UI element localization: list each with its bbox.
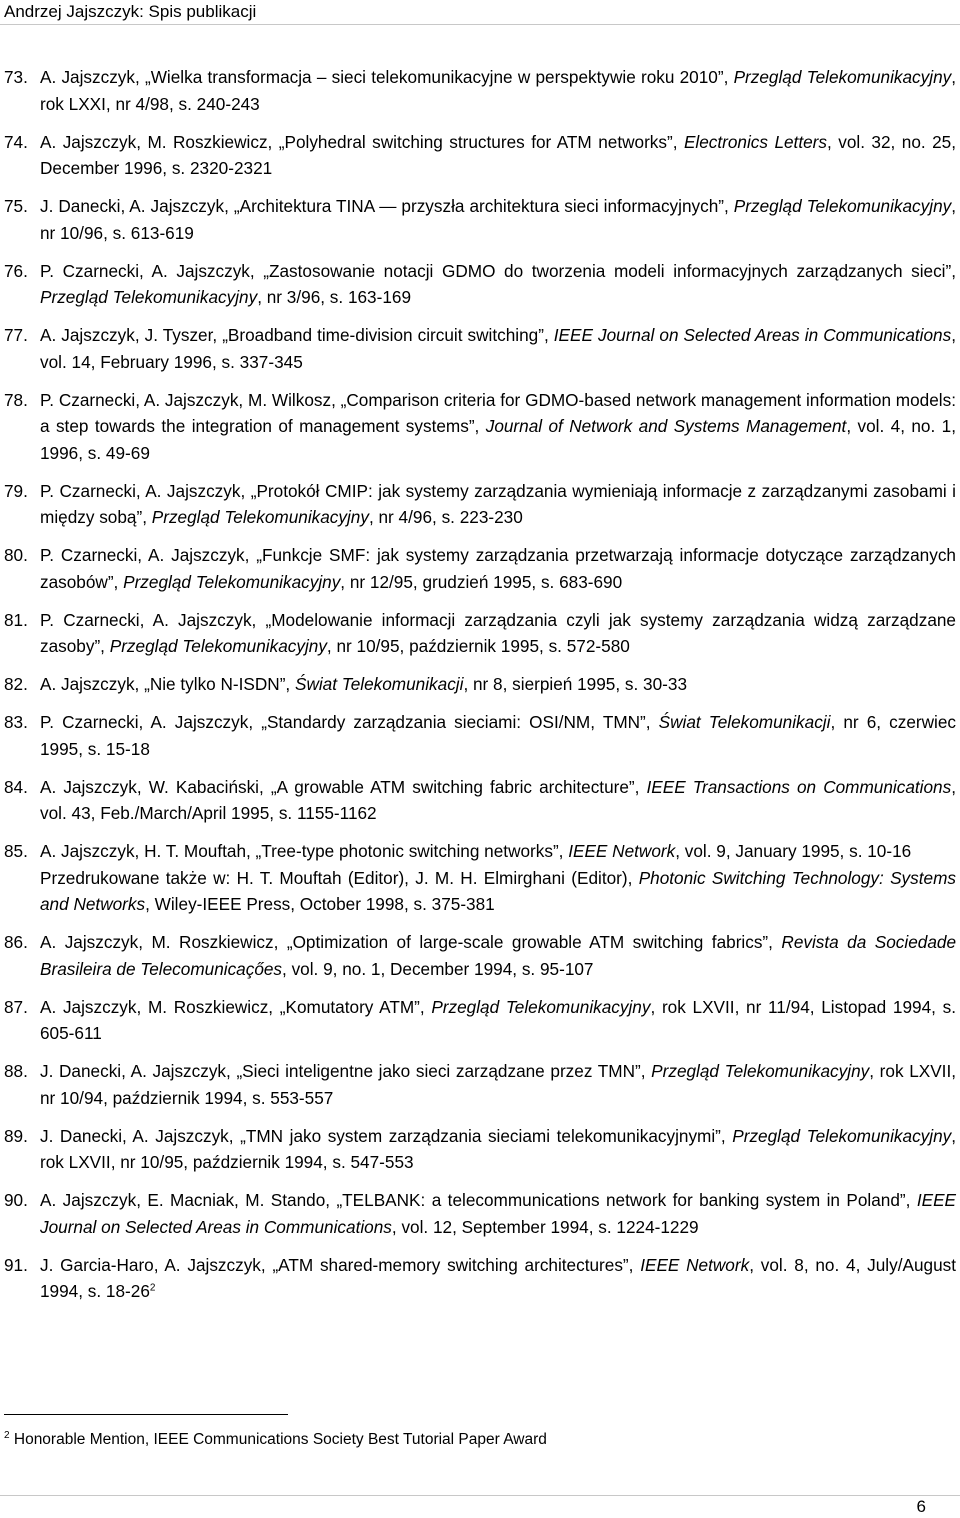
entry-text: , vol. 9, no. 1, December 1994, s. 95-107 bbox=[282, 958, 594, 979]
page-header bbox=[0, 0, 960, 25]
entry-text: J. Danecki, A. Jajszczyk, „Architektura TINA — przyszła architektura sieci informacyjnych”, bbox=[40, 196, 734, 216]
publication-entry bbox=[0, 929, 960, 982]
entry-text: A. Jajszczyk, W. Kabaciński, „A growable ATM switching fabric architecture”, bbox=[40, 776, 647, 797]
publication-entry bbox=[0, 1123, 960, 1176]
footnote-text: Honorable Mention, IEEE Communications Society Best Tutorial Paper Award bbox=[13, 1431, 547, 1448]
entry-text: , rok LXVII, nr 10/95, październik 1994, s. 547-553 bbox=[40, 1125, 957, 1172]
entry-number: 74. bbox=[4, 131, 28, 152]
journal-title: Revista da Sociedade Brasileira de Telecomunicaçőes bbox=[40, 932, 957, 979]
entry-text: , nr 10/96, s. 613-619 bbox=[40, 196, 956, 243]
entry-text: Przedrukowane także w: H. T. Mouftah (Editor), J. M. H. Elmirghani (Editor), bbox=[40, 867, 639, 888]
entry-text: , vol. 4, no. 1, 1996, s. 49-69 bbox=[40, 416, 956, 463]
publication-entry bbox=[0, 258, 960, 311]
page-header-title: Andrzej Jajszczyk: Spis publikacji bbox=[4, 2, 257, 21]
entry-number: 76. bbox=[4, 260, 28, 281]
entry-text: P. Czarnecki, A. Jajszczyk, „Funkcje SMF: jak systemy zarządzania przetwarzają informacje dotyczące zarządzanych zasobów”, bbox=[40, 545, 956, 592]
entry-text: P. Czarnecki, A. Jajszczyk, „Protokół CMIP: jak systemy zarządzania wymieniają informacje z zarządzanymi zasobami i między sobą”, bbox=[40, 480, 956, 527]
entry-text: , vol. 12, September 1994, s. 1224-1229 bbox=[391, 1216, 699, 1237]
entry-text: , Wiley-IEEE Press, October 1998, s. 375-381 bbox=[145, 894, 495, 914]
entry-text: A. Jajszczyk, „Wielka transformacja – sieci telekomunikacyjne w perspektywie roku 2010”, bbox=[40, 67, 734, 87]
entry-text: A. Jajszczyk, E. Macniak, M. Stando, „TELBANK: a telecommunications network for banking system in Poland”, bbox=[40, 1190, 917, 1210]
publication-entry bbox=[0, 322, 960, 375]
entry-text: , vol. 8, no. 4, July/August 1994, s. 18-26 bbox=[40, 1254, 956, 1301]
entry-text: , nr 6, czerwiec 1995, s. 15-18 bbox=[40, 712, 956, 759]
publication-entry bbox=[0, 1187, 960, 1240]
entry-text: A. Jajszczyk, M. Roszkiewicz, „Polyhedral switching structures for ATM networks”, bbox=[40, 131, 684, 152]
publication-entry bbox=[0, 994, 960, 1047]
entry-text: , rok LXVII, nr 11/94, Listopad 1994, s. 605-611 bbox=[40, 996, 957, 1043]
entry-number: 91. bbox=[4, 1254, 28, 1275]
entry-text: , nr 10/95, październik 1995, s. 572-580 bbox=[326, 636, 630, 656]
footnote-reference: 2 bbox=[149, 1282, 156, 1294]
publication-entry bbox=[0, 607, 960, 660]
publication-entry bbox=[0, 193, 960, 246]
journal-title: Przegląd Telekomunikacyjny bbox=[732, 1125, 952, 1146]
journal-title: Świat Telekomunikacji bbox=[294, 674, 464, 694]
entry-number: 84. bbox=[4, 776, 28, 797]
entry-number: 88. bbox=[4, 1061, 28, 1081]
entry-number: 86. bbox=[4, 932, 28, 952]
publication-entry bbox=[0, 709, 960, 762]
publication-entry bbox=[0, 1252, 960, 1305]
journal-title: Przegląd Telekomunikacyjny bbox=[151, 507, 369, 527]
entry-number: 75. bbox=[4, 196, 28, 216]
entry-number: 80. bbox=[4, 545, 28, 565]
entry-text: A. Jajszczyk, M. Roszkiewicz, „Komutatory ATM”, bbox=[40, 996, 432, 1017]
entry-text: , vol. 43, Feb./March/April 1995, s. 1155-1162 bbox=[40, 776, 956, 823]
publication-entry bbox=[0, 478, 960, 531]
journal-title: Journal of Network and Systems Management bbox=[485, 416, 847, 436]
footnote-divider bbox=[4, 1414, 288, 1415]
entry-text: , vol. 32, no. 25, December 1996, s. 2320-2321 bbox=[40, 131, 956, 178]
publication-entry bbox=[0, 1058, 960, 1111]
publication-entry bbox=[0, 542, 960, 595]
journal-title: Przegląd Telekomunikacyjny bbox=[109, 636, 327, 656]
publication-entry bbox=[0, 671, 960, 698]
entry-text: , nr 3/96, s. 163-169 bbox=[257, 287, 412, 307]
entry-text: J. Garcia-Haro, A. Jajszczyk, „ATM shared-memory switching architectures”, bbox=[40, 1254, 641, 1275]
entry-number: 81. bbox=[4, 609, 28, 630]
entry-number: 79. bbox=[4, 480, 28, 501]
journal-title: Przegląd Telekomunikacyjny bbox=[651, 1061, 870, 1081]
journal-title: IEEE Network bbox=[568, 841, 676, 861]
journal-title: IEEE Journal on Selected Areas in Communications bbox=[553, 325, 952, 345]
entry-text: , rok LXVII, nr 10/94, październik 1994, s. 553-557 bbox=[40, 1061, 957, 1108]
publication-entry bbox=[0, 774, 960, 827]
entry-number: 90. bbox=[4, 1190, 28, 1210]
entry-number: 77. bbox=[4, 325, 28, 345]
page-number: 6 bbox=[916, 1497, 926, 1516]
journal-title: IEEE Network bbox=[640, 1254, 750, 1275]
entry-text: , nr 4/96, s. 223-230 bbox=[368, 507, 523, 527]
entry-number: 89. bbox=[4, 1125, 28, 1146]
entry-text: J. Danecki, A. Jajszczyk, „TMN jako system zarządzania sieciami telekomunikacyjnymi”, bbox=[40, 1125, 733, 1146]
journal-title: Electronics Letters bbox=[683, 131, 827, 152]
journal-title: Przegląd Telekomunikacyjny bbox=[733, 196, 952, 216]
journal-title: Przegląd Telekomunikacyjny bbox=[733, 67, 952, 87]
entry-text: P. Czarnecki, A. Jajszczyk, M. Wilkosz, „Comparison criteria for GDMO-based network management information models: a step towards the integration of management systems”, bbox=[40, 389, 956, 436]
journal-title: IEEE Journal on Selected Areas in Communications bbox=[40, 1190, 956, 1237]
footnote bbox=[4, 1428, 547, 1452]
journal-title: Przegląd Telekomunikacyjny bbox=[40, 287, 258, 307]
entry-text: , vol. 9, January 1995, s. 10-16 bbox=[675, 841, 912, 861]
entry-text: , rok LXXI, nr 4/98, s. 240-243 bbox=[40, 67, 957, 114]
footnote-mark: 2 bbox=[4, 1429, 10, 1441]
entry-number: 87. bbox=[4, 996, 28, 1017]
entry-text: P. Czarnecki, A. Jajszczyk, „Modelowanie informacji zarządzania czyli jak systemy zarządzania widzą zarządzane zasoby”, bbox=[40, 609, 956, 656]
entry-text: P. Czarnecki, A. Jajszczyk, „Standardy zarządzania sieciami: OSI/NM, TMN”, bbox=[40, 712, 659, 732]
journal-title: Świat Telekomunikacji bbox=[658, 712, 831, 732]
publication-entry bbox=[0, 387, 960, 467]
entry-text: A. Jajszczyk, M. Roszkiewicz, „Optimization of large-scale growable ATM switching fabrics”, bbox=[40, 932, 782, 952]
publication-list bbox=[0, 64, 960, 1316]
publication-entry bbox=[0, 838, 960, 918]
entry-text: J. Danecki, A. Jajszczyk, „Sieci inteligentne jako sieci zarządzane przez TMN”, bbox=[40, 1061, 652, 1081]
entry-number: 73. bbox=[4, 67, 28, 87]
publication-entry bbox=[0, 129, 960, 182]
journal-title: Przegląd Telekomunikacyjny bbox=[123, 571, 341, 592]
entry-text: A. Jajszczyk, J. Tyszer, „Broadband time-division circuit switching”, bbox=[40, 325, 554, 345]
publication-entry bbox=[0, 64, 960, 117]
journal-title: IEEE Transactions on Communications bbox=[646, 776, 952, 797]
entry-text: A. Jajszczyk, H. T. Mouftah, „Tree-type photonic switching networks”, bbox=[40, 841, 569, 861]
entry-number: 78. bbox=[4, 389, 28, 410]
entry-text: , vol. 14, February 1996, s. 337-345 bbox=[40, 325, 956, 372]
entry-text: , nr 8, sierpień 1995, s. 30-33 bbox=[463, 674, 688, 694]
entry-text: P. Czarnecki, A. Jajszczyk, „Zastosowanie notacji GDMO do tworzenia modeli informacyjnych zarządzanych sieci”, bbox=[40, 260, 956, 281]
journal-title: Przegląd Telekomunikacyjny bbox=[431, 996, 651, 1017]
journal-title: Photonic Switching Technology: Systems and Networks bbox=[40, 867, 956, 914]
entry-number: 83. bbox=[4, 712, 28, 732]
entry-number: 82. bbox=[4, 674, 28, 694]
entry-text: , nr 12/95, grudzień 1995, s. 683-690 bbox=[340, 571, 623, 592]
entry-number: 85. bbox=[4, 841, 28, 861]
entry-text: A. Jajszczyk, „Nie tylko N-ISDN”, bbox=[40, 674, 295, 694]
footer-divider bbox=[0, 1495, 960, 1496]
